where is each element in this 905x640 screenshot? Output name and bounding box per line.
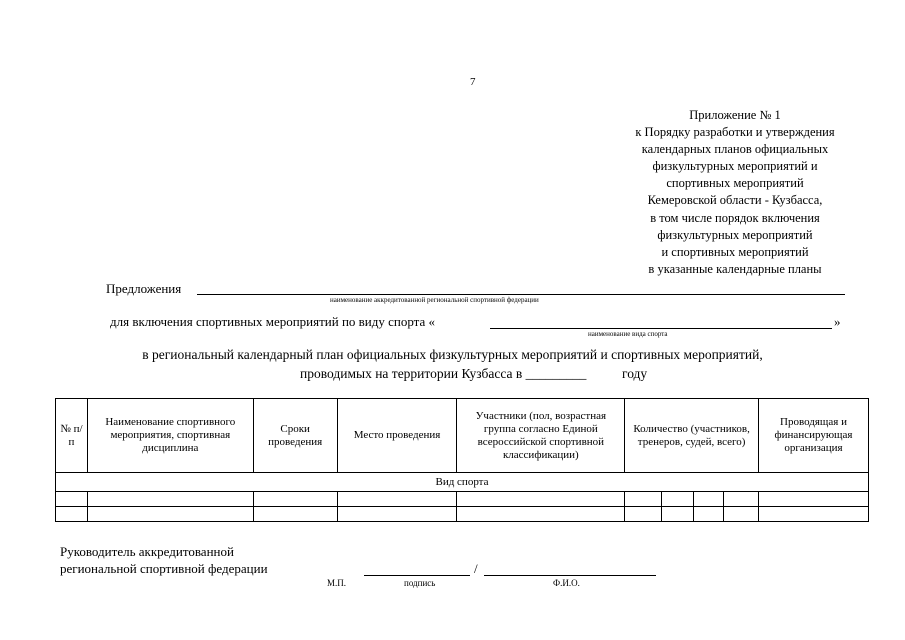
page-number: 7 bbox=[470, 76, 476, 88]
table-cell[interactable] bbox=[337, 492, 457, 507]
table-cell[interactable] bbox=[457, 492, 625, 507]
table-cell[interactable] bbox=[56, 492, 88, 507]
table-cell[interactable] bbox=[759, 507, 869, 522]
col-header-dates: Сроки проведения bbox=[253, 399, 337, 473]
proposals-label: Предложения bbox=[106, 281, 182, 296]
col-header-event-name: Наименование спортивного мероприятия, спортивная дисциплина bbox=[87, 399, 253, 473]
col-header-organizer: Проводящая и финансирующая организация bbox=[759, 399, 869, 473]
appendix-line: физкультурных мероприятий и bbox=[652, 159, 818, 174]
table-cell[interactable] bbox=[694, 492, 724, 507]
appendix-line: и спортивных мероприятий bbox=[661, 244, 809, 259]
signature-separator: / bbox=[474, 561, 478, 576]
signatory-title-line1: Руководитель аккредитованной bbox=[60, 544, 234, 559]
table-cell[interactable] bbox=[87, 507, 253, 522]
col-header-participants: Участники (пол, возрастная группа согласно Единой всероссийской спортивной классификации) bbox=[457, 399, 625, 473]
appendix-block bbox=[560, 107, 905, 278]
signatory-title-line2: региональной спортивной федерации bbox=[60, 561, 268, 576]
table-cell[interactable] bbox=[694, 507, 724, 522]
table-cell[interactable] bbox=[625, 492, 662, 507]
col-header-count: Количество (участников, тренеров, судей, всего) bbox=[625, 399, 759, 473]
table-cell[interactable] bbox=[724, 492, 759, 507]
signature-hint: подпись bbox=[404, 578, 436, 588]
table-sport-row bbox=[56, 473, 869, 492]
appendix-line: Кемеровской области - Кузбасса, bbox=[647, 193, 823, 208]
appendix-line: физкультурных мероприятий bbox=[657, 227, 813, 242]
plan-title-line2: проводимых на территории Кузбасса в _________ bbox=[300, 366, 587, 381]
stamp-place-label: М.П. bbox=[327, 578, 347, 588]
sport-name-line[interactable] bbox=[490, 328, 832, 329]
federation-name-hint: наименование аккредитованной региональной спортивной федерации bbox=[330, 296, 539, 304]
table-cell[interactable] bbox=[56, 507, 88, 522]
events-table bbox=[55, 398, 869, 522]
sport-name-hint: наименование вида спорта bbox=[588, 330, 668, 338]
appendix-line: в том числе порядок включения bbox=[650, 210, 820, 225]
table-cell[interactable] bbox=[337, 507, 457, 522]
table-header-row bbox=[56, 399, 869, 473]
appendix-line: спортивных мероприятий bbox=[666, 176, 804, 191]
table-row bbox=[56, 492, 869, 507]
table-cell[interactable] bbox=[253, 507, 337, 522]
full-name-line[interactable] bbox=[484, 575, 656, 576]
table-cell[interactable] bbox=[253, 492, 337, 507]
inclusion-label: для включения спортивных мероприятий по виду спорта « bbox=[110, 314, 436, 329]
appendix-line: к Порядку разработки и утверждения bbox=[635, 125, 835, 140]
plan-title-year-word: году bbox=[622, 366, 648, 381]
table-cell[interactable] bbox=[625, 507, 662, 522]
table-cell[interactable] bbox=[724, 507, 759, 522]
col-header-venue: Место проведения bbox=[337, 399, 457, 473]
sport-type-cell: Вид спорта bbox=[56, 473, 869, 492]
appendix-line: календарных планов официальных bbox=[641, 142, 829, 157]
appendix-line: Приложение № 1 bbox=[689, 108, 781, 122]
col-header-number: № п/п bbox=[56, 399, 88, 473]
table-cell[interactable] bbox=[457, 507, 625, 522]
full-name-hint: Ф.И.О. bbox=[553, 578, 580, 588]
signature-line[interactable] bbox=[364, 575, 470, 576]
table-cell[interactable] bbox=[87, 492, 253, 507]
table-cell[interactable] bbox=[759, 492, 869, 507]
appendix-line: в указанные календарные планы bbox=[648, 261, 822, 276]
plan-title-line1: в региональный календарный план официальных физкультурных мероприятий и спортивных мероприятий, bbox=[142, 347, 763, 362]
table-row bbox=[56, 507, 869, 522]
federation-name-line[interactable] bbox=[197, 294, 845, 295]
table-cell[interactable] bbox=[662, 492, 694, 507]
inclusion-close-quote: » bbox=[834, 314, 841, 329]
table-cell[interactable] bbox=[662, 507, 694, 522]
